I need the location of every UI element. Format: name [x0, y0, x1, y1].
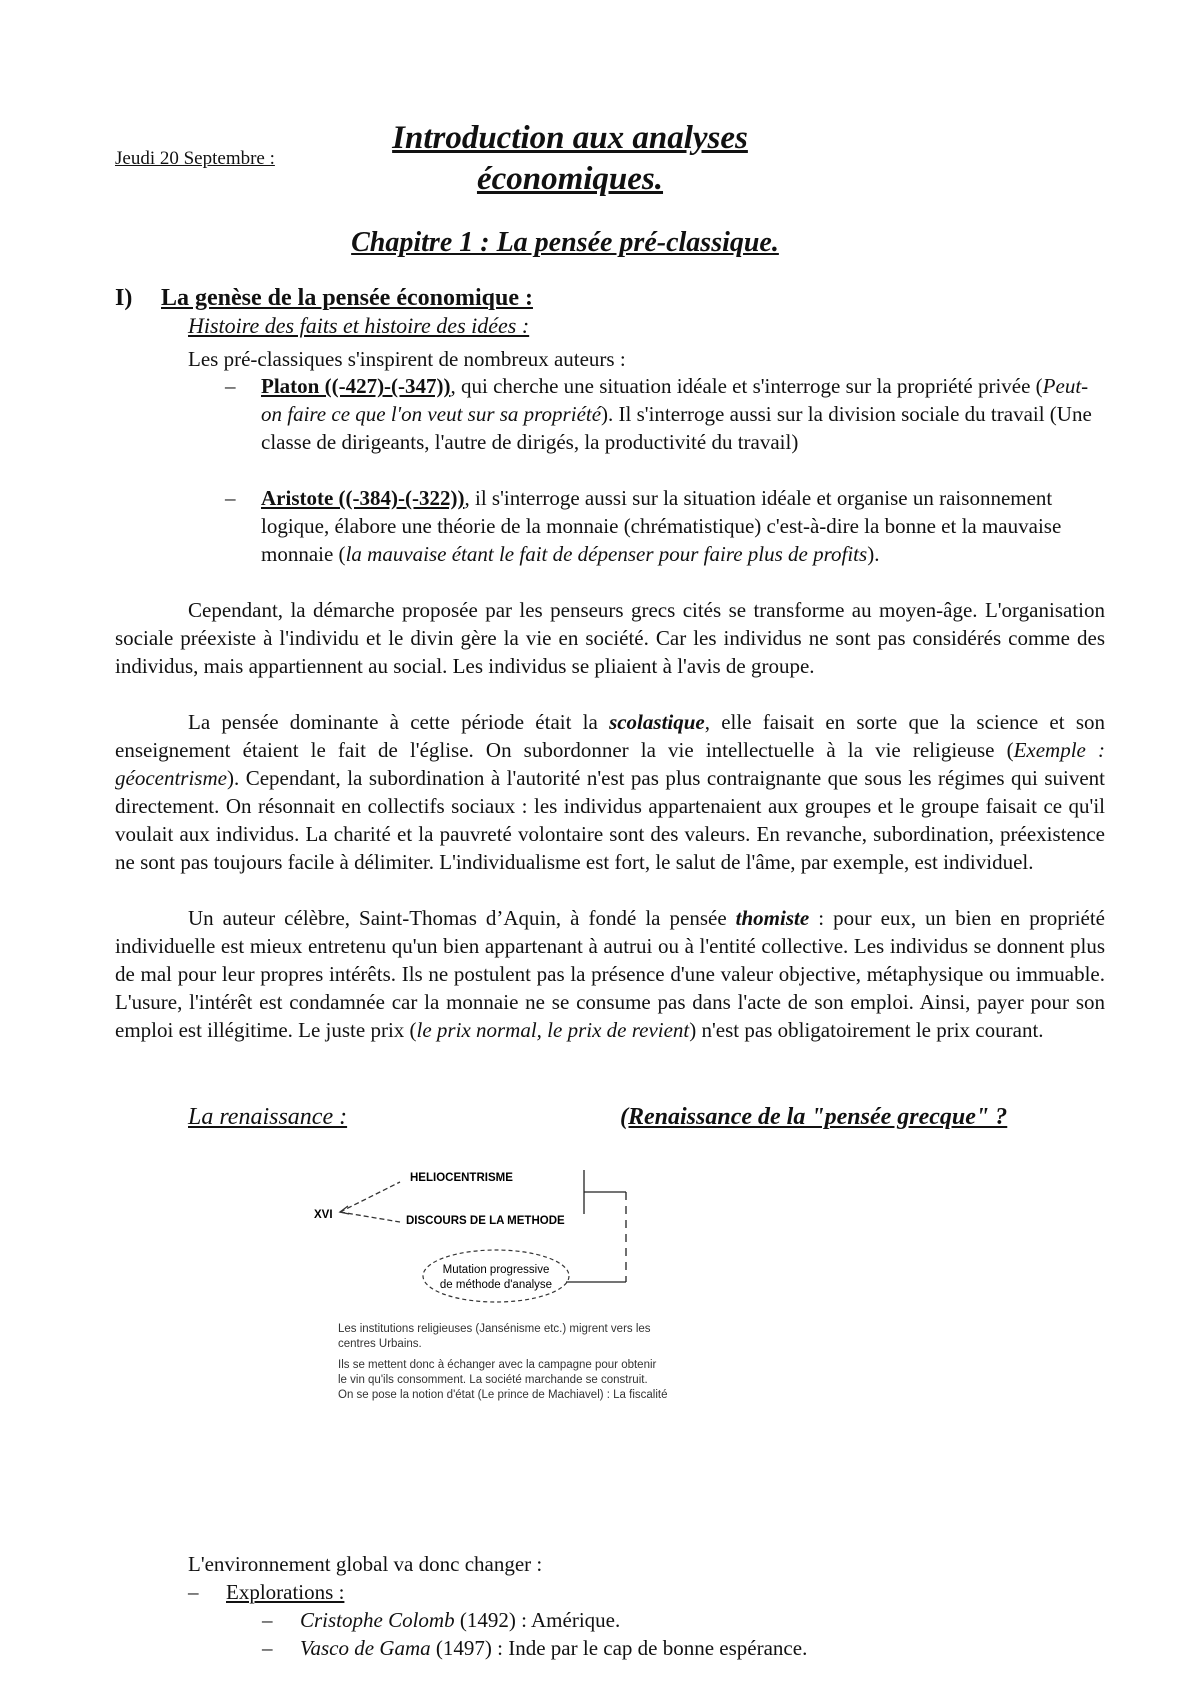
- renaissance-subtitle: (Renaissance de la "pensée grecque" ?: [620, 1104, 1008, 1130]
- title-line-1: Introduction aux analyses: [392, 120, 748, 156]
- explorer-item: [262, 1634, 807, 1662]
- author-item-aristote: [225, 484, 1105, 568]
- diagram-ellipse-line2: de méthode d'analyse: [439, 1279, 553, 1291]
- diagram-note: Ils se mettent donc à échanger avec la campagne pour obtenir le vin qu'ils consomment. La société marchande se construit.: [338, 1359, 657, 1386]
- italic-text: le prix normal, le prix de revient: [416, 1018, 690, 1042]
- paragraph-text: La pensée dominante à cette période était la: [188, 710, 610, 734]
- author-name: Aristote ((-384)-(-322)): [261, 486, 465, 510]
- title-line-2: économiques.: [476, 161, 664, 197]
- author-item-platon: [225, 372, 1105, 456]
- diagram-note: Les institutions religieuses (Jansénisme etc.) migrent vers les centres Urbains.: [338, 1323, 651, 1350]
- subheading: Histoire des faits et histoire des idées :: [188, 313, 530, 338]
- explorer-name: Cristophe Colomb: [300, 1608, 455, 1632]
- paragraph-text: ) n'est pas obligatoirement le prix courant.: [689, 1018, 1044, 1042]
- diagram-ellipse: [423, 1250, 569, 1302]
- bullet-dash: –: [262, 1636, 273, 1660]
- diagram-discours-methode: DISCOURS DE LA METHODE: [406, 1215, 565, 1227]
- example-text: Exemple : géocentrisme: [115, 738, 1105, 790]
- renaissance-heading: La renaissance :: [188, 1104, 348, 1130]
- author-text: , qui cherche une situation idéale et s'interroge sur la propriété privée (: [450, 374, 1043, 398]
- chapter-heading: Chapitre 1 : La pensée pré-classique.: [351, 227, 779, 258]
- diagram-note: On se pose la notion d'état (Le prince de Machiavel) : La fiscalité: [338, 1389, 668, 1401]
- explorations-item: [188, 1578, 344, 1606]
- term-thomiste: thomiste: [735, 906, 810, 930]
- explorer-name: Vasco de Gama: [300, 1636, 431, 1660]
- section-heading: [115, 285, 533, 312]
- paragraph-text: : pour eux, un bien en propriété individuelle est mieux entretenu qu'un bien appartenant à autrui ou à l'entité collective. Les individus se donnent plus de mal pour leur propres intérêts. Ils ne postulent pas la présence d'une valeur objective, métaphysique ou immuable. L'usure, l'intérêt est condamnée car la monnaie ne se consume pas dans l'acte de son emploi. Ainsi, payer pour son emploi est illégitime. Le juste prix (: [115, 906, 1106, 1042]
- paragraph-moyen-age: [115, 596, 1105, 680]
- diagram-heliocentrisme: HELIOCENTRISME: [410, 1172, 513, 1184]
- diagram-svg: [300, 1150, 740, 1320]
- bullet-dash: –: [188, 1580, 199, 1604]
- author-text-end: ). Il s'interroge aussi sur la division sociale du travail (Une classe de dirigeants, l'autre de dirigés, la productivité du travail): [261, 402, 1092, 454]
- term-scolastique: scolastique: [609, 710, 705, 734]
- author-text: , il s'interroge aussi sur la situation idéale et organise un raisonnement logique, élabore une théorie de la monnaie (chrématistique) c'est-à-dire la bonne et la mauvaise monnaie (: [261, 486, 1062, 566]
- explorer-item: [262, 1606, 620, 1634]
- diagram-notes: [338, 1322, 668, 1403]
- bullet-dash: –: [225, 374, 236, 398]
- explorer-detail: (1497) : Inde par le cap de bonne espérance.: [430, 1636, 808, 1660]
- diagram-century-label: XVI: [314, 1209, 333, 1221]
- renaissance-diagram: [300, 1150, 740, 1320]
- author-name: Platon ((-427)-(-347)): [261, 374, 451, 398]
- author-italic-text: la mauvaise étant le fait de dépenser pour faire plus de profits: [345, 542, 868, 566]
- section-title: La genèse de la pensée économique :: [161, 285, 533, 311]
- document-title: [330, 118, 810, 200]
- paragraph-text: , elle faisait en sorte que la science et son enseignement étaient le fait de l'église. On subordonner la vie intellectuelle à la vie religieuse (: [115, 710, 1105, 762]
- paragraph-text: Un auteur célèbre, Saint-Thomas d’Aquin, à fondé la pensée: [188, 906, 736, 930]
- section-number: I): [115, 285, 133, 311]
- paragraph-thomiste: [115, 904, 1105, 1044]
- diagram-arrow-top: [340, 1182, 400, 1212]
- bullet-dash: –: [225, 486, 236, 510]
- date-label: Jeudi 20 Septembre :: [115, 148, 275, 169]
- author-text-end: ).: [867, 542, 880, 566]
- diagram-ellipse-line1: Mutation progressive: [442, 1264, 550, 1276]
- paragraph-text: Cependant, la démarche proposée par les penseurs grecs cités se transforme au moyen-âge. L'organisation sociale préexiste à l'individu et le divin gère la vie en société. Car les individus ne sont pas considérés comme des individus, mais appartiennent au social. Les individus se pliaient à l'avis de groupe.: [115, 598, 1105, 678]
- paragraph-scolastique: [115, 708, 1105, 876]
- bullet-dash: –: [262, 1608, 273, 1632]
- author-italic-text: Peut-on faire ce que l'on veut sur sa propriété: [261, 374, 1089, 426]
- intro-text: Les pré-classiques s'inspirent de nombreux auteurs :: [188, 347, 626, 371]
- environment-intro: L'environnement global va donc changer :: [188, 1552, 543, 1576]
- paragraph-text: ). Cependant, la subordination à l'autorité n'est pas plus contraignante que sous les régimes qui suivent directement. On résonnait en collectifs sociaux : les individus appartenaient aux groupes et le groupe faisait ce qu'il voulait aux individus. La charité et la pauvreté volontaire sont des valeurs. En revanche, subordination, préexistence ne sont pas toujours facile à délimiter. L'individualisme est fort, le salut de l'âme, par exemple, est individuel.: [115, 766, 1105, 874]
- explorer-detail: (1492) : Amérique.: [454, 1608, 621, 1632]
- explorations-label: Explorations :: [226, 1580, 345, 1604]
